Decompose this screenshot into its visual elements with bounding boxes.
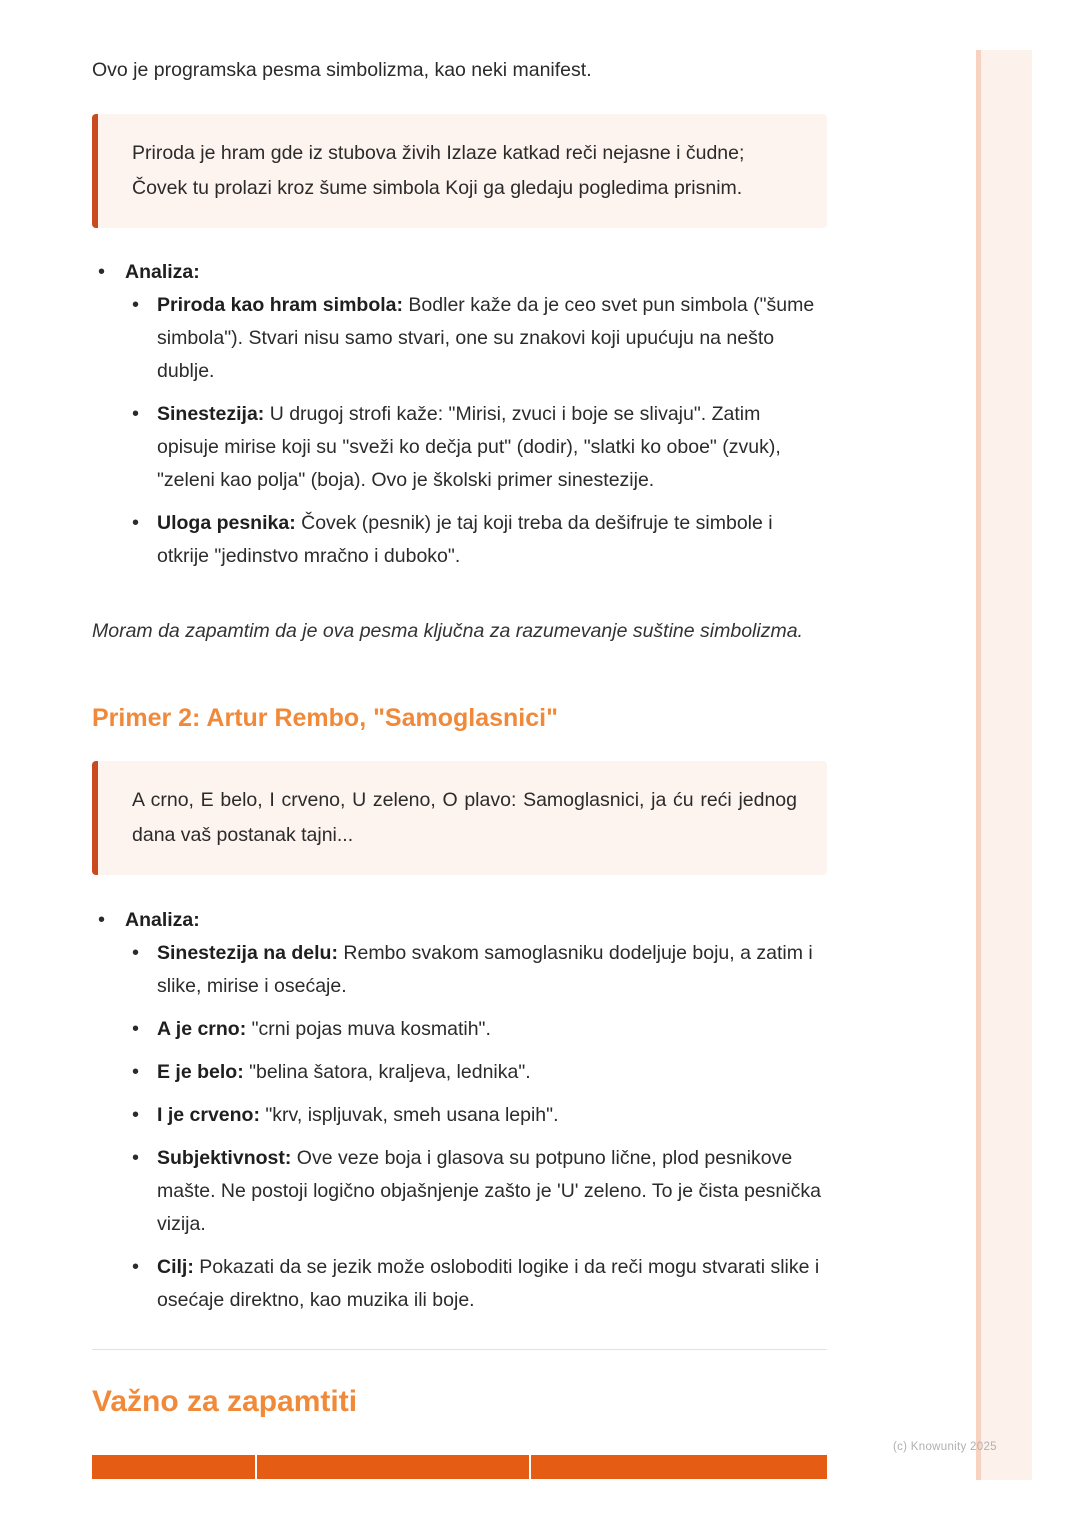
section-heading: Važno za zapamtiti <box>92 1385 358 1418</box>
list-item <box>125 1013 827 1046</box>
list-item <box>125 289 827 388</box>
list-item <box>125 937 827 1003</box>
list-item-text: Bodler kaže da je ceo svet pun simbola ("šume simbola"). Stvari nisu samo stvari, one su znakovi koji upućuju na nešto dublje. <box>157 294 815 382</box>
intro-text: Ovo je programska pesma simbolizma, kao neki manifest. <box>92 59 592 81</box>
list-item-text: "crni pojas muva kosmatih". <box>246 1018 491 1040</box>
list-item-term: Sinestezija: <box>157 403 265 425</box>
table-header-cell <box>531 1455 827 1479</box>
list-item-text: "belina šatora, kraljeva, lednika". <box>243 1061 531 1083</box>
list-item-term: Cilj: <box>157 1256 194 1278</box>
italic-note: Moram da zapamtim da je ova pesma ključna za razumevanje suštine simbolizma. <box>92 619 803 642</box>
list-item-text: Rembo svakom samoglasniku dodeljuje boju, a zatim i slike, mirise i osećaje. <box>157 942 813 997</box>
analysis-list-1 <box>92 256 827 583</box>
blockquote-baudelaire <box>92 114 827 228</box>
list-item-term: I je crveno: <box>157 1104 260 1126</box>
list-item-text: "krv, ispljuvak, smeh usana lepih". <box>259 1104 559 1126</box>
copyright-text: (c) Knowunity 2025 <box>893 1441 997 1453</box>
analysis-list-2 <box>92 904 827 1327</box>
analysis-heading: Analiza: <box>125 909 200 931</box>
list-item <box>125 398 827 497</box>
list-item-term: Uloga pesnika: <box>157 512 296 534</box>
quote-line-1: Priroda je hram gde iz stubova živih Izlaze katkad reči nejasne i čudne; <box>132 142 745 164</box>
analysis-heading-item <box>92 256 827 573</box>
list-item <box>125 1056 827 1089</box>
list-item <box>125 1251 827 1317</box>
table-header-cell <box>257 1455 531 1479</box>
side-decoration-strip <box>976 50 1032 1480</box>
list-item <box>125 507 827 573</box>
table-header-row <box>92 1455 827 1479</box>
list-item-term: A je crno: <box>157 1018 247 1040</box>
side-decoration-line <box>976 50 981 1480</box>
table-header-cell <box>92 1455 257 1479</box>
list-item-term: E je belo: <box>157 1061 244 1083</box>
list-item-term: Priroda kao hram simbola: <box>157 294 403 316</box>
list-item <box>125 1142 827 1241</box>
quote-line-2: Čovek tu prolazi kroz šume simbola Koji ga gledaju pogledima prisnim. <box>132 177 743 199</box>
blockquote-rimbaud: A crno, E belo, I crveno, U zeleno, O plavo: Samoglasnici, ja ću reći jednog dana vaš postanak tajni... <box>92 761 827 875</box>
list-item-text: Ove veze boja i glasova su potpuno lične, plod pesnikove mašte. Ne postoji logično objašnjenje zašto je 'U' zeleno. To je čista pesnička vizija. <box>157 1147 821 1235</box>
example-2-heading: Primer 2: Artur Rembo, "Samoglasnici" <box>92 704 558 732</box>
list-item-text: U drugoj strofi kaže: "Mirisi, zvuci i boje se slivaju". Zatim opisuje mirise koji su "sveži ko dečja put" (dodir), "slatki ko oboe" (zvuk), "zeleni kao polja" (boja). Ovo je školski primer sinestezije. <box>157 403 781 491</box>
list-item-term: Subjektivnost: <box>157 1147 292 1169</box>
list-item <box>125 1099 827 1132</box>
list-item-text: Čovek (pesnik) je taj koji treba da dešifruje te simbole i otkrije "jedinstvo mračno i duboko". <box>157 512 773 567</box>
list-item-text: Pokazati da se jezik može osloboditi logike i da reči mogu stvarati slike i osećaje direktno, kao muzika ili boje. <box>157 1256 820 1311</box>
analysis-heading-item <box>92 904 827 1317</box>
analysis-heading: Analiza: <box>125 261 200 283</box>
list-item-term: Sinestezija na delu: <box>157 942 338 964</box>
section-divider <box>92 1349 827 1350</box>
